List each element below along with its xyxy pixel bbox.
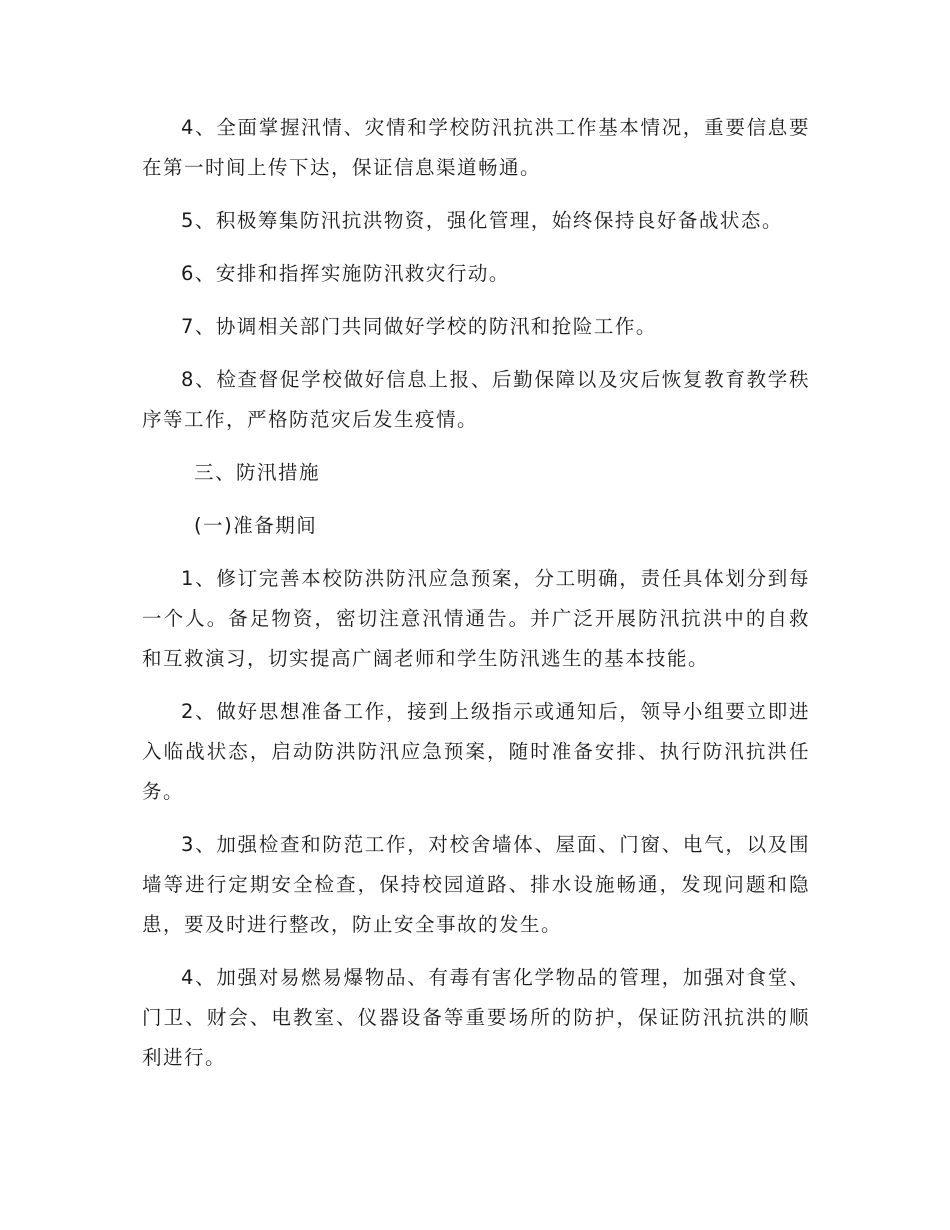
subsection-heading: (一)准备期间	[194, 514, 318, 537]
paragraph-item-8: 8、检查督促学校做好信息上报、后勤保障以及灾后恢复教育教学秩序等工作，严格防范灾后发生疫情。	[142, 368, 810, 431]
document-body	[142, 108, 810, 1091]
measure-item-4: 4、加强对易燃易爆物品、有毒有害化学物品的管理，加强对食堂、门卫、财会、电教室、仪器设备等重要场所的防护，保证防汛抗洪的顺利进行。	[142, 966, 810, 1069]
measure-item-3: 3、加强检查和防范工作，对校舍墙体、屋面、门窗、电气，以及围墙等进行定期安全检查，保持校园道路、排水设施畅通，发现问题和隐患，要及时进行整改，防止安全事故的发生。	[142, 833, 810, 936]
paragraph-item-4: 4、全面掌握汛情、灾情和学校防汛抗洪工作基本情况，重要信息要在第一时间上传下达，保证信息渠道畅通。	[142, 116, 810, 179]
paragraph-item-6: 6、安排和指挥实施防汛救灾行动。	[181, 262, 510, 285]
section-heading: 三、防汛措施	[194, 461, 321, 484]
measure-item-1: 1、修订完善本校防洪防汛应急预案，分工明确，责任具体划分到每一个人。备足物资，密切注意汛情通告。并广泛开展防汛抗洪中的自救和互救演习，切实提高广阔老师和学生防汛逃生的基本技能。	[142, 567, 810, 670]
paragraph-item-7: 7、协调相关部门共同做好学校的防汛和抢险工作。	[181, 315, 657, 338]
measure-item-2: 2、做好思想准备工作，接到上级指示或通知后，领导小组要立即进入临战状态，启动防洪防汛应急预案，随时准备安排、执行防汛抗洪任务。	[142, 700, 810, 803]
paragraph-item-5: 5、积极筹集防汛抗洪物资，强化管理，始终保持良好备战状态。	[181, 209, 783, 232]
